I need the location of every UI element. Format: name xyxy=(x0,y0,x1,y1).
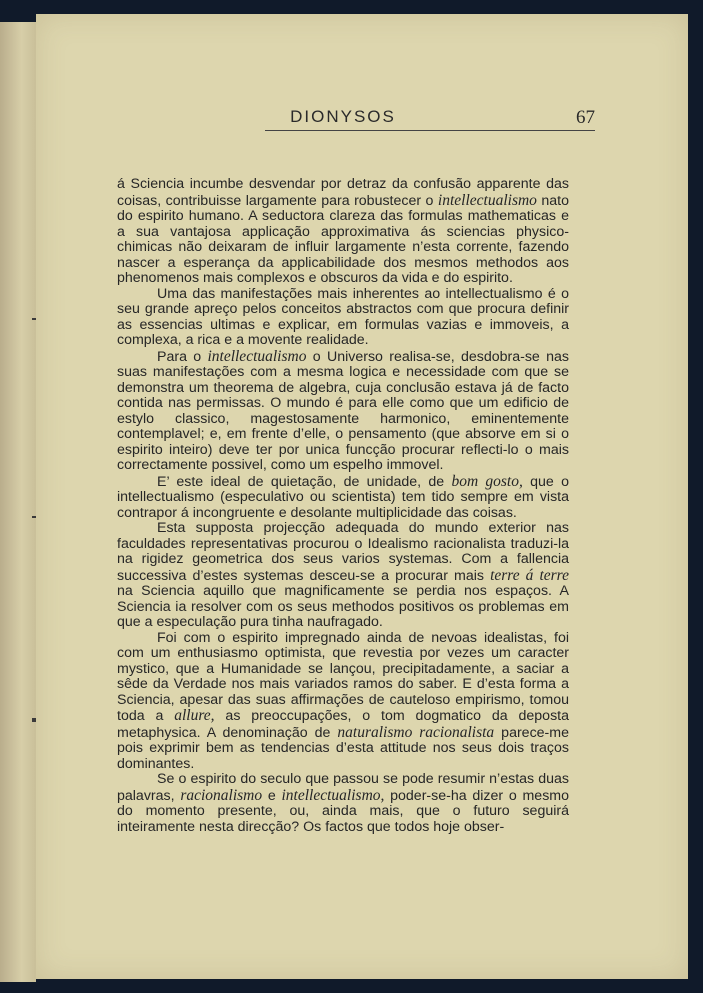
italic-term: intellectualismo, xyxy=(281,786,385,804)
paragraph xyxy=(117,772,569,835)
text-run: na Sciencia aquillo que magnificamente se perdia nos espaços. A Sciencia ia resolver com os seus methodos positivos os problemas em que a especulação pura tinha naufragado. xyxy=(117,583,569,630)
text-run: Para o xyxy=(157,348,208,365)
text-run: Foi com o espirito impregnado ainda de nevoas idealistas, foi com um enthusiasmo optimista, que revestia por vezes um caracter mystico, que a Humanidade se lançou, precipitadamente, a saciar a sêde da Verdade nos mais variados ramos do saber. E d’esta forma a Sciencia, apesar das suas affirmações de cauteloso empirismo, tomou toda a xyxy=(117,629,569,724)
body-text xyxy=(117,177,569,835)
text-run: poder-se-ha dizer o mesmo do momento presente, ou, ainda mais, que o futuro seguirá inteiramente nesta direcção? Os factos que todos hoje obser- xyxy=(117,787,569,835)
text-run: á Sciencia incumbe desvendar por detraz da confusão apparente das coisas, contribuisse largamente para robustecer o xyxy=(117,176,569,209)
text-run: Se o espirito do seculo que passou se pode resumir n’estas duas palavras, xyxy=(117,771,569,804)
page-number: 67 xyxy=(576,107,595,128)
paragraph xyxy=(117,177,569,287)
running-header xyxy=(265,103,595,137)
text-run: parece-me pois exprimir bem as tendencias d’esta attitude nos seus dois traços dominantes. xyxy=(117,724,569,772)
italic-term: terre á terre xyxy=(490,566,569,584)
paragraph xyxy=(117,521,569,631)
paragraph xyxy=(117,349,569,474)
italic-term: racionalismo xyxy=(180,786,263,804)
italic-term: allure, xyxy=(174,707,215,724)
italic-term: intellectualismo xyxy=(207,347,307,365)
italic-term: intellectualismo xyxy=(437,191,537,209)
italic-term: naturalismo racionalista xyxy=(337,723,495,741)
paragraph xyxy=(117,474,569,522)
running-title: DIONYSOS xyxy=(290,107,396,126)
paragraph xyxy=(117,631,569,773)
text-run: e xyxy=(262,787,282,804)
text-run: Uma das manifestações mais inherentes ao intellectualismo é o seu grande apreço pelos conceitos abstractos com que procura definir as essencias ultimas e explicar, em formulas vazias e immoveis, a complexa, a rica e a movente realidade. xyxy=(117,285,569,348)
text-run: nato do espirito humano. A seductora clareza das formulas mathematicas e a sua vantajosa applicação approximativa ás sciencias physico-chimicas não deixaram de influir largamente n’esta corrente, fazendo nascer a esperança da applicabilidade dos mesmos methodos aos phenomenos mais complexos e obscuros da vida e do espirito. xyxy=(117,192,569,286)
previous-page-edge xyxy=(0,22,36,982)
header-rule xyxy=(265,130,595,131)
italic-term: bom gosto, xyxy=(451,472,523,490)
text-run: o Universo realisa-se, desdobra-se nas suas manifestações com a mesma logica e necessidade com que se demonstra um theorema de algebra, cuja conclusão estava já de facto contida nas permissas. O mundo é para elle como que um edificio de estylo classico, magestosamente harmonico, eminentemente contemplavel; e, em frente d’elle, o pensamento (que absorve em si o espirito inteiro) deve ter por unica funcção procurar reflecti-lo o mais correctamente possivel, como um espelho immovel. xyxy=(117,348,569,473)
paragraph xyxy=(117,287,569,349)
text-run: Esta supposta projecção adequada do mundo exterior nas faculdades representativas procurou o Idealismo racionalista traduzi-la na rigidez geometrica dos seus varios systemas. Com a fallencia successiva d’estes systemas desceu-se a procurar mais xyxy=(117,520,569,584)
text-run: que o intellectualismo (especulativo ou scientista) tem tido sempre em vista contrapor á incongruente e desolante multiplicidade das coisas. xyxy=(117,473,569,521)
text-run: E’ este ideal de quietação, de unidade, de xyxy=(157,473,452,490)
text-run: as preoccupações, o tom dogmatico da deposta metaphysica. A denominação de xyxy=(117,708,569,741)
